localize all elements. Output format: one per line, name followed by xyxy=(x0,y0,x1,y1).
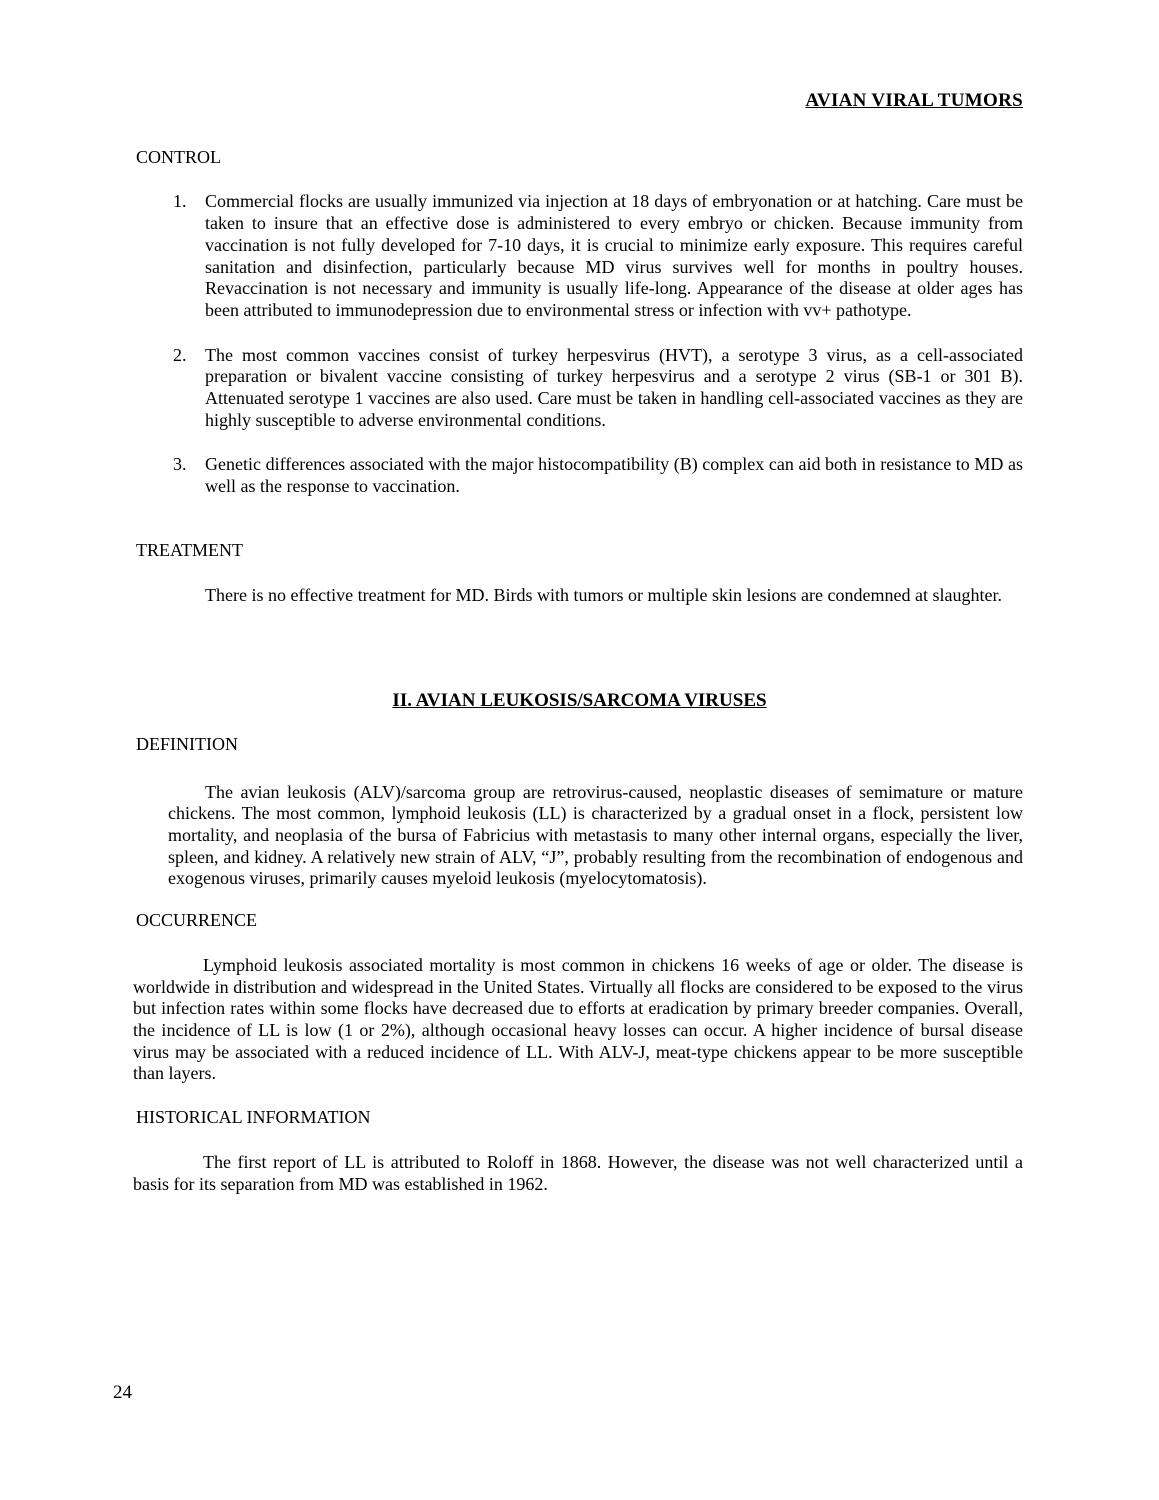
list-item-number: 3. xyxy=(173,454,187,475)
definition-paragraph: The avian leukosis (ALV)/sarcoma group are retrovirus-caused, neoplastic diseases of semimature or mature chickens. The most common, lymphoid leukosis (LL) is characterized by a gradual onset in a flock, persistent low mortality, and neoplasia of the bursa of Fabricius with metastasis to many other internal organs, especially the liver, spleen, and kidney. A relatively new strain of ALV, “J”, probably resulting from the recombination of endogenous and exogenous viruses, primarily causes myeloid leukosis (myelocytomatosis). xyxy=(168,781,1023,889)
section-heading-treatment: TREATMENT xyxy=(136,539,243,560)
list-item-text: The most common vaccines consist of turkey herpesvirus (HVT), a serotype 3 virus, as a cell-associated preparation or bivalent vaccine consisting of turkey herpesvirus and a serotype 2 virus (SB-1 or 301 B). Attenuated serotype 1 vaccines are also used. Care must be taken in handling cell-associated vaccines as they are highly susceptible to adverse environmental conditions. xyxy=(205,344,1023,430)
list-item-text: Genetic differences associated with the major histocompatibility (B) complex can aid both in resistance to MD as well as the response to vaccination. xyxy=(205,454,1023,497)
document-title: AVIAN VIRAL TUMORS xyxy=(805,90,1023,111)
section-heading-definition: DEFINITION xyxy=(136,733,238,754)
section-heading-historical: HISTORICAL INFORMATION xyxy=(136,1107,371,1128)
occurrence-paragraph: Lymphoid leukosis associated mortality is most common in chickens 16 weeks of age or older. The disease is worldwide in distribution and widespread in the United States. Virtually all flocks are considered to be exposed to the virus but infection rates within some flocks have decreased due to efforts at eradication by primary breeder companies. Overall, the incidence of LL is low (1 or 2%), although occasional heavy losses can occur. A higher incidence of bursal disease virus may be associated with a reduced incidence of LL. With ALV-J, meat-type chickens appear to be more susceptible than layers. xyxy=(133,954,1023,1084)
list-item-number: 2. xyxy=(173,344,187,365)
list-item-text: Commercial flocks are usually immunized via injection at 18 days of embryonation or at hatching. Care must be taken to insure that an effective dose is administered to every embryo or chicken. Because immunity from vaccination is not fully developed for 7-10 days, it is crucial to minimize early exposure. This requires careful sanitation and disinfection, particularly because MD virus survives well for months in poultry houses. Revaccination is not necessary and immunity is usually life-long. Appearance of the disease at older ages has been attributed to immunodepression due to environmental stress or infection with vv+ pathotype. xyxy=(205,191,1023,320)
historical-paragraph: The first report of LL is attributed to Roloff in 1868. However, the disease was not well characterized until a basis for its separation from MD was established in 1962. xyxy=(133,1151,1023,1194)
page-number: 24 xyxy=(113,1382,132,1403)
section-heading-occurrence: OCCURRENCE xyxy=(136,910,258,931)
list-item-number: 1. xyxy=(173,191,187,212)
list-item xyxy=(136,454,1023,497)
section-heading-control: CONTROL xyxy=(136,146,221,167)
document-content xyxy=(133,0,1023,1195)
list-item xyxy=(136,191,1023,321)
treatment-paragraph: There is no effective treatment for MD. Birds with tumors or multiple skin lesions are condemned at slaughter. xyxy=(205,584,1002,605)
section-heading-leukosis: II. AVIAN LEUKOSIS/SARCOMA VIRUSES xyxy=(392,690,767,712)
list-item xyxy=(136,345,1023,432)
